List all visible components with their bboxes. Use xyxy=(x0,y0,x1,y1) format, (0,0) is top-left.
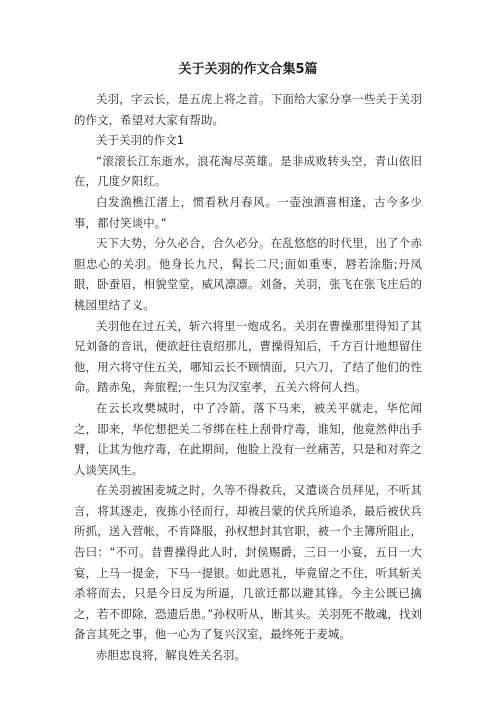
paragraph-intro: 关羽，字云长，是五虎上将之首。下面给大家分享一些关于关羽的作文，希望对大家有帮助。 xyxy=(74,92,422,127)
paragraph-body-4: 在关羽被困麦城之时，久等不得救兵，又遣谈合员拜见，不听其言，将其逐走，夜拣小径而行，却被吕蒙的伏兵所追杀，最后被伏兵所抓，送入营帐，不肯降服，孙权想封其官职，被一个主簿所阻止，告曰：“不可。昔曹操得此人时，封侯赐爵，三日一小宴，五日一大宴，上马一提金，下马一提银。如此恩礼，毕竟留之不住，听其斩关杀将而去，只是今日反为所逼，几欲迁都以避其锋。今主公既已擒之，若不即除，恐遗后患。”孙权听从，断其头。关羽死不散魂，找刘备言其死之事，他一心为了复兴汉室，最终死于麦城。 xyxy=(74,483,422,642)
paragraph-body-3: 在云长攻樊城时，中了冷箭，落下马来，被关平就走，华佗闻之，即来，华佗想把关二爷绑在柱上刮骨疗毒，谁知，他竟然伸出手臂，让其为他疗毒，在此期间，他脸上没有一丝痛苦，只是和对弈之人谈笑风生。 xyxy=(74,400,422,477)
paragraph-body-5: 赤胆忠良将，解良姓关名羽。 xyxy=(96,648,247,663)
paragraph-poem-1: “滚滚长江东逝水，浪花淘尽英雄。是非成败转头空，青山依旧在，几度夕阳红。 xyxy=(74,153,422,189)
paragraph-poem-2: 白发渔樵江渚上，惯看秋月春风。一壶浊酒喜相逢，古今多少事，都付笑谈中。” xyxy=(74,194,422,230)
paragraph-body-2: 关羽他在过五关，斩六将里一炮成名。关羽在曹操那里得知了其兄刘备的音讯，便欲赶往袁绍那儿，曹操得知后，千方百计地想留住他，用六将守住五关，哪知云长不顾情面，只六刀，了结了他们的性命。踏赤兔，奔旅程;一生只为汉室孝，五关六将何人挡。 xyxy=(74,318,422,395)
section-heading: 关于关羽的作文1 xyxy=(96,133,185,148)
paragraph-body-1: 天下大势，分久必合，合久必分。在乱悠悠的时代里，出了个赤胆忠心的关羽。他身长九尺，髯长二尺;面如重枣，唇若涂脂;丹凤眼，卧蚕眉，相貌堂堂，威风凛凛。刘备，关羽，张飞在张飞庄后的桃园里结了义。 xyxy=(74,236,422,312)
document-title: 关于关羽的作文合集5篇 xyxy=(178,62,318,77)
